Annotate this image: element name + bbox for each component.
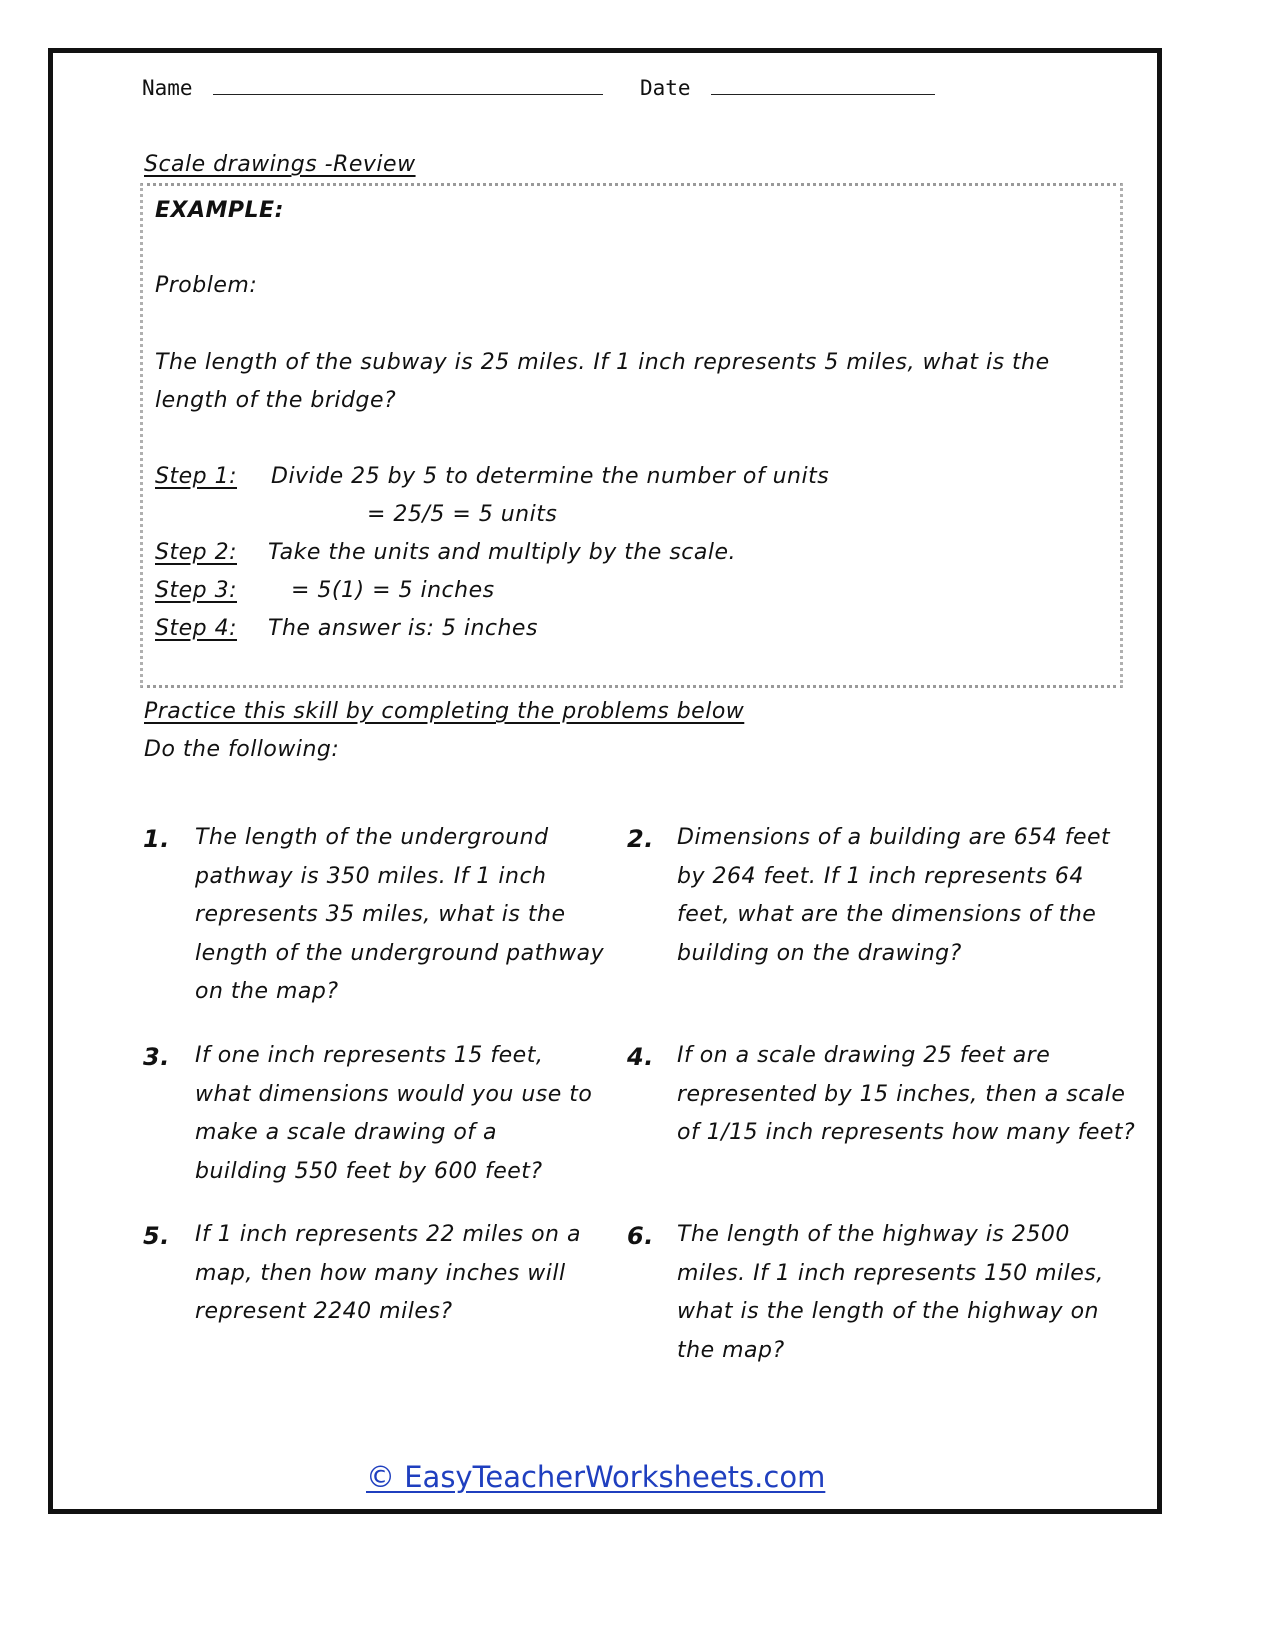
problem-text: If one inch represents 15 feet, what dimensions would you use to make a scale drawing of a building 550 feet by 600 feet? xyxy=(195,1043,593,1184)
step-label: Step 3: xyxy=(155,578,237,603)
step-text: Divide 25 by 5 to determine the number of units xyxy=(271,464,830,489)
problem-number: 5. xyxy=(143,1222,170,1250)
problem-text: The length of the underground pathway is 350 miles. If 1 inch represents 35 miles, what is the length of the underground pathway on the map? xyxy=(195,825,605,1004)
step-label: Step 1: xyxy=(155,464,237,489)
practice-title: Practice this skill by completing the problems below xyxy=(144,699,745,724)
problem-number: 6. xyxy=(627,1222,654,1250)
step-row xyxy=(155,464,237,489)
example-box xyxy=(140,183,1123,688)
problem-text: The length of the highway is 2500 miles. If 1 inch represents 150 miles, what is the length of the highway on the map? xyxy=(677,1222,1104,1363)
problem-label: Problem: xyxy=(155,273,258,298)
step-label: Step 4: xyxy=(155,616,237,641)
name-field xyxy=(142,76,603,100)
problem-text: If 1 inch represents 22 miles on a map, then how many inches will represent 2240 miles? xyxy=(195,1222,581,1324)
step-label: Step 2: xyxy=(155,540,237,565)
date-blank-line[interactable] xyxy=(711,94,935,95)
date-label: Date xyxy=(640,76,691,100)
step-text: Take the units and multiply by the scale. xyxy=(268,540,737,565)
example-problem-line-1: The length of the subway is 25 miles. If 1 inch represents 5 miles, what is the xyxy=(155,350,1050,375)
step-row xyxy=(155,540,237,565)
name-label: Name xyxy=(142,76,193,100)
problem-number: 3. xyxy=(143,1043,170,1071)
step-row xyxy=(155,578,237,603)
example-problem-line-2: length of the bridge? xyxy=(155,388,397,413)
step-text: = 5(1) = 5 inches xyxy=(291,578,495,603)
problem-number: 1. xyxy=(143,825,170,853)
date-field xyxy=(640,76,935,100)
step-text: = 25/5 = 5 units xyxy=(367,502,558,527)
footer-link[interactable]: © EasyTeacherWorksheets.com xyxy=(366,1460,826,1494)
step-text: The answer is: 5 inches xyxy=(268,616,538,641)
problem-number: 4. xyxy=(627,1043,654,1071)
step-row xyxy=(155,616,237,641)
review-title: Scale drawings -Review xyxy=(144,152,416,177)
problem-text: If on a scale drawing 25 feet are represented by 15 inches, then a scale of 1/15 inch represents how many feet? xyxy=(677,1043,1136,1145)
problem-number: 2. xyxy=(627,825,654,853)
example-heading: EXAMPLE: xyxy=(155,198,284,223)
practice-instructions: Do the following: xyxy=(144,737,340,762)
problem-text: Dimensions of a building are 654 feet by 264 feet. If 1 inch represents 64 feet, what are the dimensions of the building on the drawing? xyxy=(677,825,1111,966)
name-blank-line[interactable] xyxy=(213,94,603,95)
